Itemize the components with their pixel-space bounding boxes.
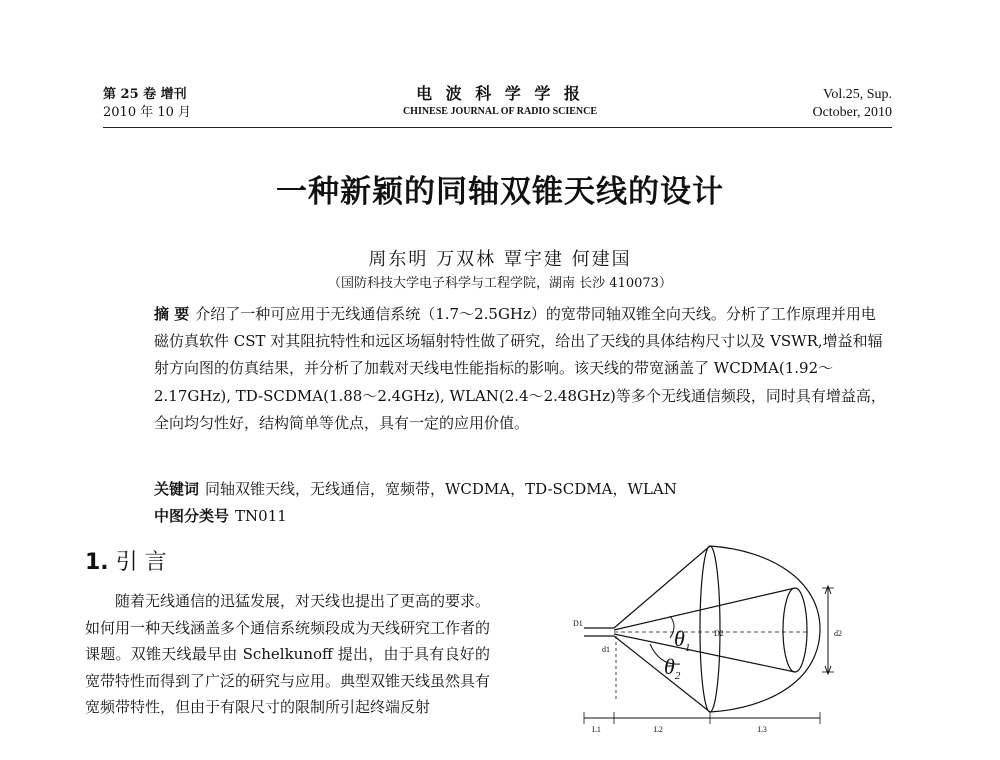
affiliation: （国防科技大学电子科学与工程学院，湖南 长沙 410073）	[328, 276, 672, 291]
label-theta2-sub: 2	[674, 670, 681, 682]
abstract-label: 摘 要	[154, 305, 190, 323]
inner-cone-rim	[783, 588, 807, 672]
paper-title: 一种新颖的同轴双锥天线的设计	[276, 174, 724, 210]
keywords	[154, 476, 886, 503]
journal-name-en: CHINESE JOURNAL OF RADIO SCIENCE	[402, 106, 598, 117]
header-right	[812, 86, 892, 122]
inner-cone-bottom	[614, 634, 795, 672]
keywords-text: 同轴双锥天线，无线通信，宽频带，WCDMA，TD-SCDMA，WLAN	[205, 480, 677, 498]
inner-cone-top	[614, 588, 795, 630]
header-rule	[103, 127, 892, 128]
label-L1: L1	[592, 725, 601, 734]
journal-name-cn: 电 波 科 学 学 报	[416, 84, 584, 103]
keywords-label: 关键词	[154, 480, 200, 498]
outer-cone-top	[614, 546, 710, 628]
label-D1: D1	[573, 619, 583, 628]
label-theta1-sub: 1	[684, 642, 691, 654]
section-heading	[85, 545, 167, 576]
header-date-en: October, 2010	[812, 105, 892, 120]
intro-body	[85, 588, 490, 721]
keywords-block	[154, 476, 886, 530]
classification-text: TN011	[235, 507, 287, 525]
section-number: 1.	[85, 550, 109, 575]
header-volume-cn: 第 25 卷 增刊	[103, 87, 187, 102]
classification	[154, 503, 886, 530]
classification-label: 中图分类号	[154, 507, 230, 525]
abstract-text: 介绍了一种可应用于无线通信系统（1.7～2.5GHz）的宽带同轴双锥全向天线。分析了工作原理并用电磁仿真软件 CST 对其阻抗特性和远区场辐射特性做了研究，给出了天线的具体结构尺寸以及 VSWR,增益和辐射方向图的仿真结果，并分析了加载对天线电性能指标的影响。该天线的带宽涵盖了 WCDMA(1.92～2.17GHz), TD-SCDMA(1.88～2.4GHz), WLAN(2.4～2.48GHz)等多个无线通信频段，同时具有增益高，全向均匀性好，结构简单等优点，具有一定的应用价值。	[154, 305, 886, 432]
label-D2: D2	[714, 629, 724, 638]
section-title: 引 言	[115, 550, 167, 575]
outer-cone-bottom	[614, 636, 710, 712]
label-theta1: $\theta_1$	[674, 626, 691, 654]
label-L3: L3	[758, 725, 767, 734]
header-date-cn: 2010 年 10 月	[103, 105, 192, 120]
label-L2: L2	[654, 725, 663, 734]
label-d2: d2	[834, 629, 842, 638]
header-volume-en: Vol.25, Sup.	[823, 87, 892, 102]
authors: 周东明 万双林 覃宇建 何建国	[368, 249, 632, 270]
abstract	[154, 301, 886, 437]
dome-arc	[710, 546, 820, 712]
label-d1: d1	[602, 645, 610, 654]
intro-paragraph: 随着无线通信的迅猛发展，对天线也提出了更高的要求。如何用一种天线涵盖多个通信系统频段成为天线研究工作者的课题。双锥天线最早由 Schelkunoff 提出，由于具有良好的宽带特性而得到了广泛的研究与应用。典型双锥天线虽然具有宽频带特性，但由于有限尺寸的限制所引起终端反射	[85, 592, 491, 717]
label-theta2: $\theta_2$	[664, 654, 681, 682]
antenna-diagram	[570, 540, 890, 750]
